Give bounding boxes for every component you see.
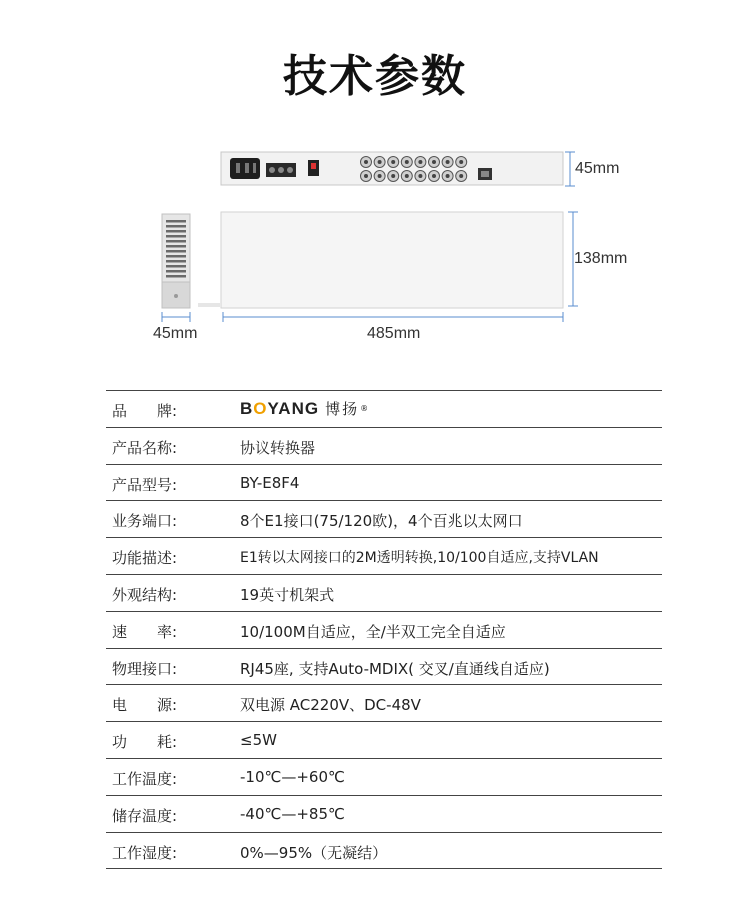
spec-value: 8个E1接口(75/120欧)，4个百兆以太网口	[240, 512, 523, 531]
spec-label: 外观结构:	[112, 585, 178, 604]
brand-logo	[240, 398, 368, 419]
front-height-label: 45mm	[575, 160, 620, 177]
spec-row	[106, 685, 662, 722]
spec-value: 双电源 AC220V、DC-48V	[240, 696, 421, 715]
brand-logo-text: BOYANG	[240, 398, 320, 418]
spec-row	[106, 759, 662, 796]
spec-label: 功能描述:	[112, 549, 178, 568]
vent-slot	[166, 240, 186, 243]
vent-slot	[166, 230, 186, 233]
spec-value: BY-E8F4	[240, 473, 300, 492]
device-diagram	[0, 0, 750, 360]
dim-length	[223, 312, 563, 322]
spec-label: 工作湿度:	[112, 843, 178, 862]
spec-row	[106, 796, 662, 833]
spec-label: 速 率:	[112, 622, 178, 641]
spec-row	[106, 538, 662, 575]
spec-row-brand	[106, 391, 662, 428]
vent-slot	[166, 270, 186, 273]
spec-value: -10℃—+60℃	[240, 767, 345, 786]
spec-value: 协议转换器	[240, 438, 316, 457]
spec-label: 工作温度:	[112, 769, 178, 788]
spec-row	[106, 428, 662, 465]
spec-row	[106, 501, 662, 538]
vent-slot	[166, 245, 186, 248]
spec-value: 0%—95%（无凝结）	[240, 843, 388, 862]
vent-slot	[166, 220, 186, 223]
brand-reg-mark: ®	[360, 404, 369, 413]
vent-slot	[166, 275, 186, 278]
spec-label: 品 牌:	[112, 402, 178, 420]
vent-slot	[166, 235, 186, 238]
side-width-label: 45mm	[153, 325, 198, 342]
spec-row	[106, 833, 662, 870]
spec-row	[106, 575, 662, 612]
length-label: 485mm	[367, 325, 421, 342]
spec-label: 储存温度:	[112, 806, 178, 825]
spec-row	[106, 465, 662, 502]
spec-label: 产品型号:	[112, 475, 178, 494]
spec-row	[106, 722, 662, 759]
spec-value: -40℃—+85℃	[240, 804, 345, 823]
top-panel	[221, 212, 563, 308]
spec-table	[106, 390, 662, 869]
brand-chinese: 博扬	[325, 400, 360, 418]
vent-slot	[166, 255, 186, 258]
spec-label: 电 源:	[112, 696, 178, 715]
vent-slot	[166, 260, 186, 263]
spec-label: 功 耗:	[112, 733, 178, 752]
vent-slot	[166, 225, 186, 228]
side-panel	[162, 214, 220, 308]
spec-label: 物理接口:	[112, 659, 178, 678]
vent-slot	[166, 265, 186, 268]
spec-label: 产品名称:	[112, 438, 178, 457]
spec-value: RJ45座, 支持Auto-MDIX( 交叉/直通线自适应)	[240, 659, 550, 678]
spec-row	[106, 649, 662, 686]
spec-value: ≤5W	[240, 731, 277, 750]
rear-height-label: 138mm	[574, 250, 628, 267]
spec-value: 19英寸机架式	[240, 585, 335, 604]
spec-value: 10/100M自适应，全/半双工完全自适应	[240, 622, 506, 641]
page-title: 技术参数	[283, 51, 467, 102]
spec-label: 业务端口:	[112, 512, 178, 531]
vent-slot	[166, 250, 186, 253]
dim-front-height	[565, 152, 575, 186]
spec-row	[106, 612, 662, 649]
dim-side-width	[162, 312, 190, 322]
spec-value: E1转以太网接口的2M透明转换,10/100自适应,支持VLAN	[240, 550, 599, 567]
front-panel	[221, 152, 563, 185]
